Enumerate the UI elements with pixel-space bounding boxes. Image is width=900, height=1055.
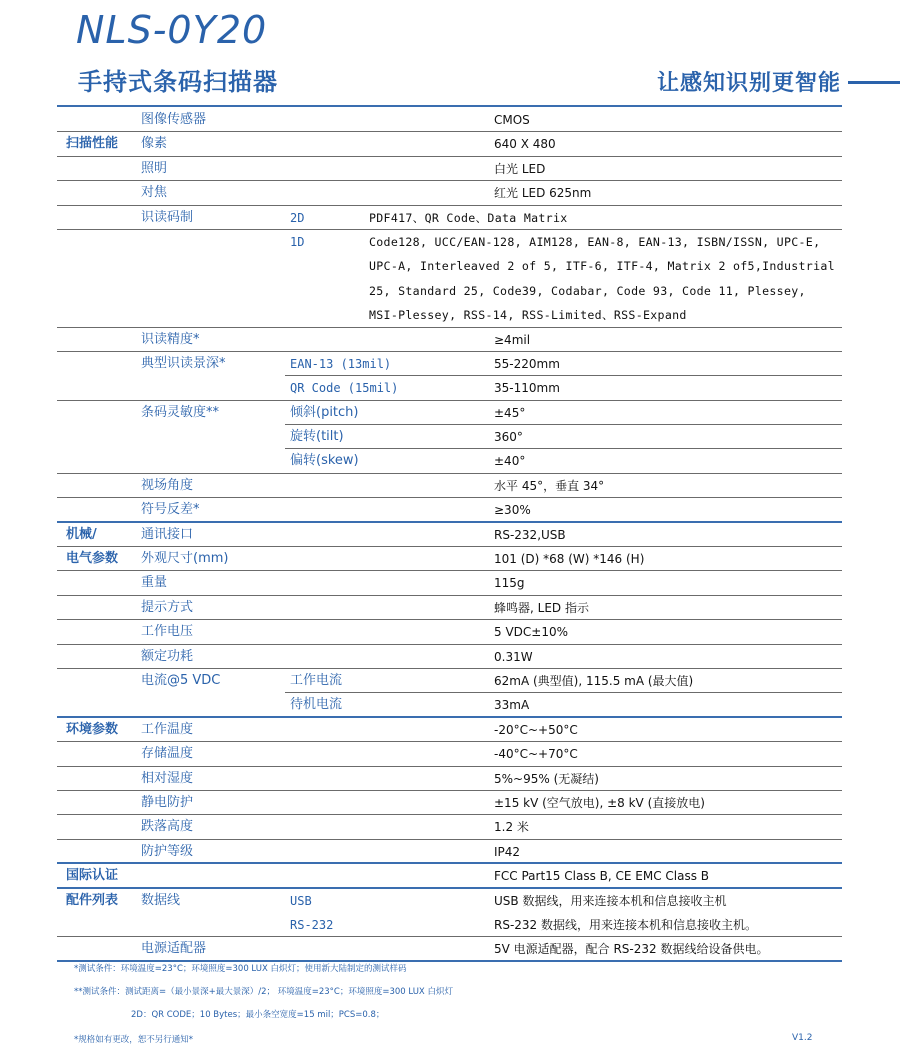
spec-row [57, 254, 842, 278]
spec-row [57, 181, 842, 205]
spec-value: 红光 LED 625nm [494, 186, 592, 201]
spec-sub-label: 倾斜(pitch) [290, 404, 359, 420]
spec-value: RS-232,USB [494, 527, 566, 542]
spec-label: 跌落高度 [141, 819, 194, 835]
spec-label: 存储温度 [141, 746, 194, 762]
symbology-list: Code128, UCC/EAN-128, AIM128, EAN-8, EAN-13, ISBN/ISSN, UPC-E, [369, 234, 821, 249]
spec-row [57, 157, 842, 181]
spec-sub-label: EAN-13 (13mil) [290, 356, 392, 371]
spec-sub-label: 旋转(tilt) [290, 429, 344, 445]
spec-label: 工作电压 [141, 624, 194, 640]
spec-row [57, 376, 842, 400]
spec-value: 33mA [494, 698, 530, 713]
spec-row [57, 937, 842, 961]
spec-row [57, 547, 842, 571]
spec-sub-label: USB [290, 893, 312, 908]
spec-label: 电源适配器 [141, 941, 207, 957]
spec-row [57, 352, 842, 376]
footnote-1: *测试条件：环境温度=23°C；环境照度=300 LUX 白炽灯；使用新大陆制定的测试样码 [74, 964, 407, 974]
spec-row [57, 425, 842, 449]
spec-row [57, 840, 842, 864]
spec-label: 防护等级 [141, 843, 194, 859]
spec-value: CMOS [494, 113, 530, 127]
spec-label: 通讯接口 [141, 526, 194, 542]
spec-label: 条码灵敏度** [141, 404, 220, 420]
spec-row [57, 767, 842, 791]
spec-value: ≥30% [494, 503, 531, 518]
spec-value: 蜂鸣器, LED 指示 [494, 600, 589, 615]
spec-value: IP42 [494, 844, 521, 859]
spec-row [57, 645, 842, 669]
symbology-list: 25, Standard 25, Code39, Codabar, Code 93, Code 11, Plessey, [369, 283, 806, 298]
spec-row [57, 669, 842, 693]
spec-row [57, 596, 842, 620]
spec-value: 55-220mm [494, 356, 560, 371]
header-rule [57, 105, 842, 107]
spec-value: 62mA (典型值), 115.5 mA (最大值) [494, 673, 694, 688]
spec-row [57, 815, 842, 839]
spec-label: 外观尺寸(mm) [141, 551, 229, 567]
spec-row [57, 401, 842, 425]
spec-value: 5%~95% (无凝结) [494, 771, 599, 786]
spec-row [57, 328, 842, 352]
spec-value: 0.31W [494, 649, 533, 664]
slogan-line [848, 81, 900, 84]
spec-sub-label: RS-232 [290, 917, 334, 932]
footnote-2: **测试条件：测试距离=（最小景深+最大景深）/2； 环境温度=23°C；环境照度=300 LUX 白炽灯 [74, 987, 453, 997]
category-label: 电气参数 [66, 551, 119, 567]
spec-value: 360° [494, 430, 523, 445]
symbology-list: UPC-A, Interleaved 2 of 5, ITF-6, ITF-4, Matrix 2 of5,Industrial [369, 259, 835, 274]
spec-row [57, 206, 842, 230]
spec-value: 35-110mm [494, 381, 560, 396]
model-name: NLS-0Y20 [76, 8, 268, 52]
spec-sub-label: 工作电流 [290, 672, 343, 688]
spec-value: 5 VDC±10% [494, 625, 569, 640]
spec-row [57, 791, 842, 815]
spec-row [57, 523, 842, 547]
spec-row [57, 864, 842, 888]
spec-value: ±15 kV (空气放电), ±8 kV (直接放电) [494, 795, 705, 810]
symbology-list: MSI-Plessey, RSS-14, RSS-Limited、RSS-Expand [369, 308, 687, 323]
spec-value: ±45° [494, 405, 526, 420]
spec-label: 额定功耗 [141, 648, 194, 664]
spec-value: FCC Part15 Class B, CE EMC Class B [494, 869, 710, 884]
spec-row [57, 279, 842, 303]
spec-sub-label: 1D [290, 234, 305, 249]
spec-label: 识读码制 [141, 209, 194, 225]
spec-row [57, 108, 842, 132]
spec-row [57, 303, 842, 327]
spec-label: 典型识读景深* [141, 355, 226, 371]
spec-value: ≥4mil [494, 332, 531, 347]
product-subtitle: 手持式条码扫描器 [78, 68, 278, 96]
spec-value: ±40° [494, 454, 526, 469]
spec-sub-label: 偏转(skew) [290, 453, 359, 469]
category-label: 环境参数 [66, 721, 119, 737]
footnote-4: *规格如有更改，恕不另行通知* [74, 1035, 194, 1045]
spec-row [57, 913, 842, 937]
footnote-3: 2D：QR CODE；10 Bytes；最小条空宽度=15 mil；PCS=0.8； [131, 1010, 385, 1020]
spec-label: 视场角度 [141, 477, 194, 493]
spec-label: 符号反差* [141, 502, 200, 518]
spec-row [57, 718, 842, 742]
spec-row [57, 474, 842, 498]
spec-value: 水平 45°，垂直 34° [494, 478, 605, 493]
spec-row [57, 498, 842, 522]
version-label: V1.2 [792, 1033, 813, 1043]
spec-label: 照明 [141, 160, 168, 176]
spec-sub-label: 待机电流 [290, 697, 343, 713]
spec-label: 对焦 [141, 185, 168, 201]
symbology-list: PDF417、QR Code、Data Matrix [369, 210, 568, 225]
spec-label: 像素 [141, 136, 168, 152]
category-label: 扫描性能 [66, 136, 119, 152]
spec-value: 5V 电源适配器，配合 RS-232 数据线给设备供电。 [494, 942, 769, 957]
spec-row [57, 449, 842, 473]
spec-row [57, 620, 842, 644]
spec-label: 提示方式 [141, 599, 194, 615]
spec-table [57, 108, 842, 962]
spec-value: 1.2 米 [494, 820, 529, 835]
spec-value: -20°C~+50°C [494, 722, 578, 737]
spec-value: USB 数据线，用来连接本机和信息接收主机 [494, 893, 727, 908]
spec-label: 电流@5 VDC [141, 672, 221, 688]
spec-label: 重量 [141, 575, 168, 591]
spec-label: 识读精度* [141, 331, 200, 347]
spec-sub-label: 2D [290, 210, 305, 225]
spec-row [57, 132, 842, 156]
spec-label: 工作温度 [141, 721, 194, 737]
spec-sub-label: QR Code (15mil) [290, 381, 399, 396]
spec-label: 图像传感器 [141, 112, 207, 127]
category-label: 国际认证 [66, 868, 119, 884]
spec-row [57, 742, 842, 766]
category-label: 机械/ [66, 526, 97, 542]
spec-value: 白光 LED [494, 161, 546, 176]
spec-value: 115g [494, 576, 525, 591]
slogan: 让感知识别更智能 [656, 71, 841, 96]
spec-label: 相对湿度 [141, 770, 194, 786]
spec-label: 静电防护 [141, 794, 194, 810]
spec-row [57, 230, 842, 254]
spec-row [57, 889, 842, 913]
spec-row [57, 693, 842, 717]
spec-row [57, 571, 842, 595]
category-label: 配件列表 [66, 892, 119, 908]
spec-value: 101 (D) *68 (W) *146 (H) [494, 552, 645, 567]
spec-value: 640 X 480 [494, 137, 556, 152]
spec-label: 数据线 [141, 892, 181, 908]
spec-value: RS-232 数据线，用来连接本机和信息接收主机。 [494, 917, 758, 932]
spec-value: -40°C~+70°C [494, 747, 578, 762]
